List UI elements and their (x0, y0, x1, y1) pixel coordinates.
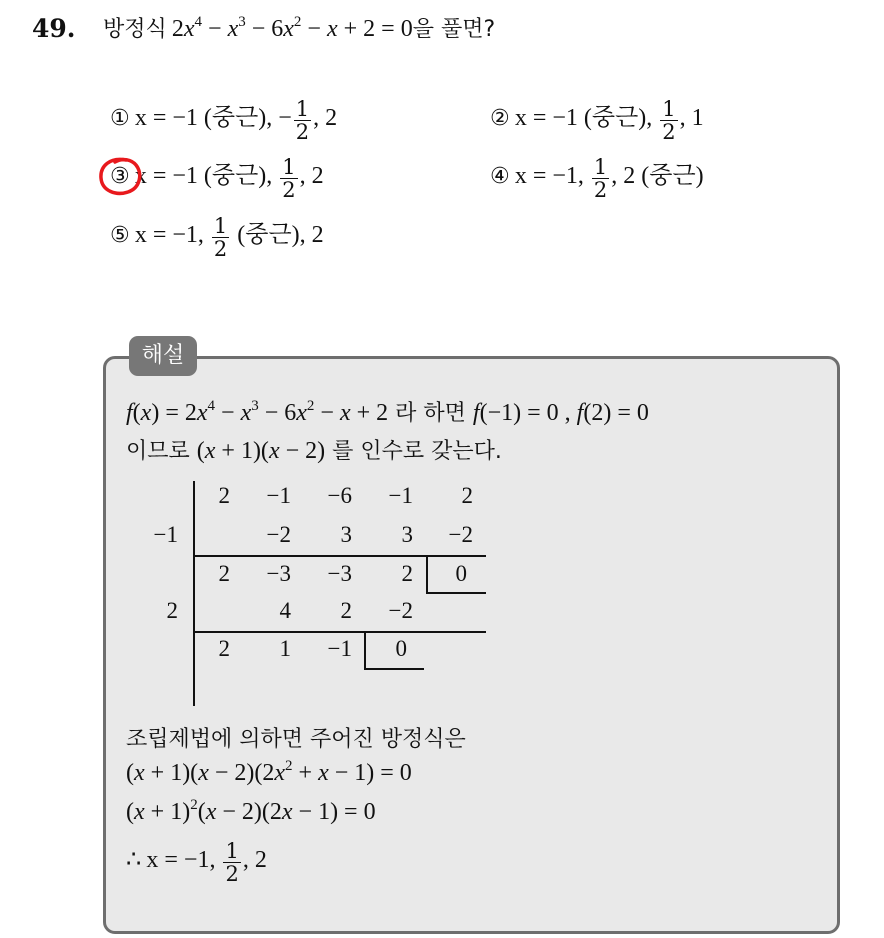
res2-cell: 2 (218, 636, 230, 661)
question-number: 49. (32, 14, 76, 43)
coef-cell: −1 (388, 483, 413, 508)
option-mark: ① (110, 106, 130, 131)
remainder-box-2-bottom (364, 668, 424, 670)
solution-line-1: $f(x) = 2x^4 - x^3 - 6x^2 - x + 2$ 라 하면 f(−1) = 0 , f(2) = 0 (126, 398, 649, 426)
option-text-b: (중근), 2 (231, 222, 324, 248)
option-text-b: , 2 (중근) (611, 163, 704, 189)
res1-cell: −3 (266, 561, 291, 586)
solution-line-2: 이므로 (x + 1)(x − 2) 를 인수로 갖는다. (126, 438, 502, 464)
division-line-1 (193, 555, 486, 557)
division-line-2 (193, 631, 486, 633)
mul2-cell: 2 (340, 598, 352, 623)
mul2-cell: −2 (388, 598, 413, 623)
res1-cell: −3 (327, 561, 352, 586)
mul1-cell: 3 (340, 522, 352, 547)
option-text-b: , 2 (313, 105, 338, 131)
root-1: −1 (153, 522, 178, 547)
mul1-cell: −2 (266, 522, 291, 547)
root-2: 2 (166, 598, 178, 623)
mul2-cell: 4 (279, 598, 291, 623)
option-mark: ② (490, 106, 510, 131)
option-fraction: $\frac{1}{2}$ (593, 155, 608, 202)
res1-cell: 2 (401, 561, 413, 586)
option-text-b: , 1 (679, 105, 704, 131)
final-answer (126, 840, 267, 885)
res2-cell: 0 (395, 636, 407, 661)
final-text-a: x = −1, (146, 847, 222, 873)
option-mark: ④ (490, 164, 510, 189)
option-fraction: $\frac{1}{2}$ (213, 214, 228, 261)
option-mark: ③ (110, 164, 130, 189)
coef-cell: −1 (266, 483, 291, 508)
stem-suffix: 을 풀면? (412, 17, 496, 42)
option-text-a: x = −1, (514, 163, 590, 189)
option-fraction: $\frac{1}{2}$ (662, 97, 676, 144)
option-text-a: x = −1 (중근), − (134, 105, 292, 131)
conclusion-text: 조립제법에 의하면 주어진 방정식은 (126, 727, 466, 752)
line2-suffix: 를 인수로 갖는다. (325, 439, 502, 464)
final-text-b: , 2 (242, 847, 267, 873)
res1-cell: 0 (455, 561, 467, 586)
solution-tag: 해설 (129, 336, 197, 376)
option-fraction: $\frac{1}{2}$ (282, 155, 296, 202)
coef-cell: −6 (327, 483, 352, 508)
line1-text: 라 하면 (388, 401, 473, 426)
res2-cell: 1 (279, 636, 291, 661)
factored-equation-1: $(x + 1)(x - 2)(2x^2 + x - 1) = 0$ (126, 758, 412, 786)
option-text-a: x = −1 (중근), (134, 163, 279, 189)
therefore-symbol: ∴ (126, 847, 142, 873)
line2-prefix: 이므로 (126, 439, 197, 464)
factored-equation-2: $(x + 1)^2(x - 2)(2x - 1) = 0$ (126, 797, 376, 825)
option-mark: ⑤ (110, 223, 130, 248)
coef-cell: 2 (218, 483, 230, 508)
final-fraction: $\frac{1}{2}$ (225, 839, 239, 886)
stem-prefix: 방정식 (103, 17, 167, 42)
coef-cell: 2 (461, 483, 473, 508)
option-text-a: x = −1, (134, 222, 210, 248)
option-text-a: x = −1 (중근), (514, 105, 659, 131)
option-text-b: , 2 (299, 163, 324, 189)
equation: $2x^4 - x^3 - 6x^2 - x + 2 = 0$ (171, 14, 413, 42)
mul1-cell: −2 (448, 522, 473, 547)
remainder-box-1-bottom (426, 592, 486, 594)
option-fraction: $\frac{1}{2}$ (295, 97, 310, 144)
mul1-cell: 3 (401, 522, 413, 547)
res2-cell: −1 (327, 636, 352, 661)
division-vertical-line (193, 481, 195, 706)
res1-cell: 2 (218, 561, 230, 586)
